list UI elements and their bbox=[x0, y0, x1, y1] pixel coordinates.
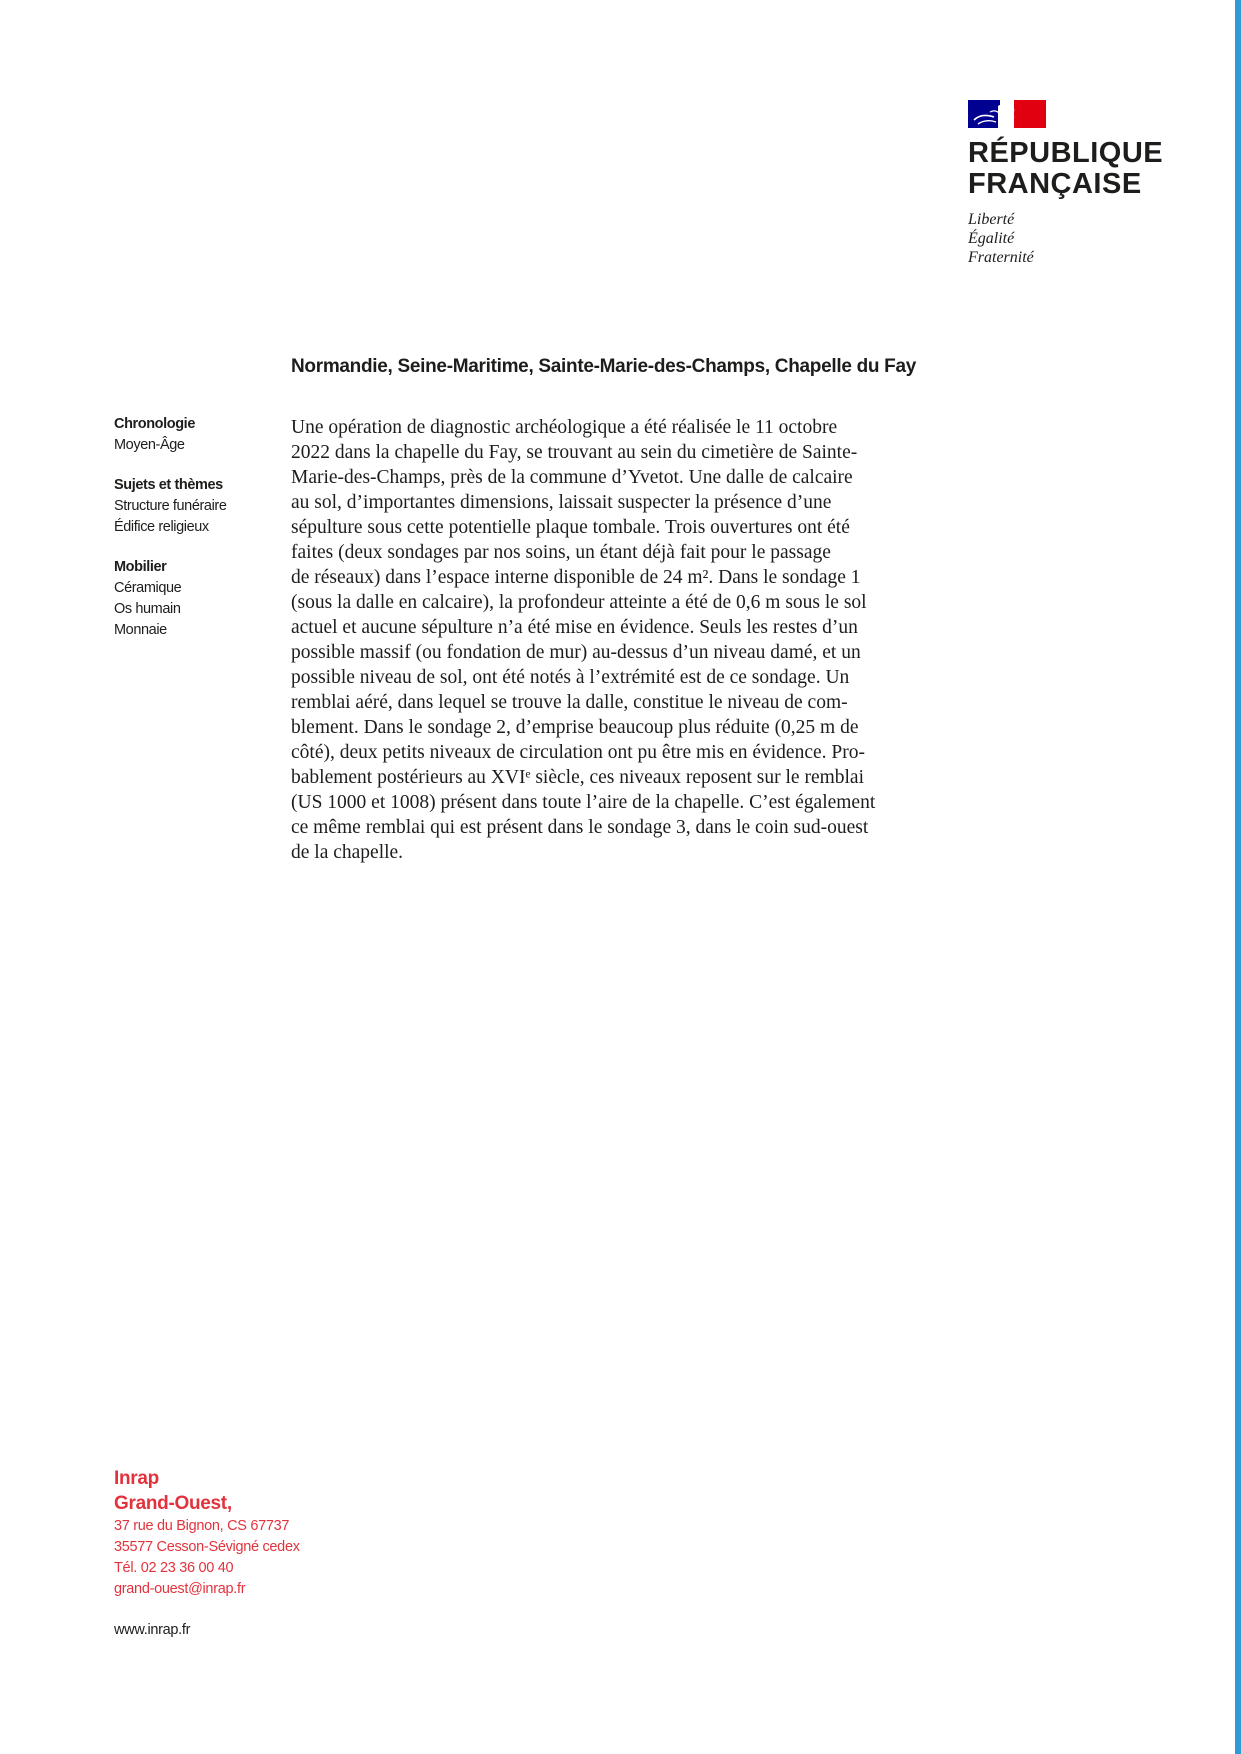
metadata-heading: Mobilier bbox=[114, 559, 167, 575]
body-line: (sous la dalle en calcaire), la profondeur atteinte a été de 0,6 m sous le sol bbox=[291, 592, 867, 613]
org-name: Inrap bbox=[114, 1468, 159, 1489]
website-link[interactable]: www.inrap.fr bbox=[114, 1622, 191, 1638]
republique-francaise-logo bbox=[968, 100, 1168, 267]
metadata-item: Os humain bbox=[114, 601, 181, 617]
metadata-item: Monnaie bbox=[114, 622, 167, 638]
org-region: Grand-Ouest, bbox=[114, 1493, 232, 1514]
body-line: 2022 dans la chapelle du Fay, se trouvant au sein du cimetière de Sainte- bbox=[291, 442, 858, 463]
wordmark-line-2: FRANÇAISE bbox=[968, 168, 1142, 200]
body-line: au sol, d’importantes dimensions, laissait suspecter la présence d’une bbox=[291, 492, 832, 513]
metadata-group-sujets bbox=[114, 475, 274, 538]
body-paragraph bbox=[291, 415, 931, 865]
address-line: 37 rue du Bignon, CS 67737 bbox=[114, 1518, 290, 1534]
metadata-item: Céramique bbox=[114, 580, 182, 596]
page-edge-accent-bar bbox=[1235, 0, 1241, 1754]
republique-francaise-wordmark bbox=[968, 138, 1168, 200]
body-line: de réseaux) dans l’espace interne disponible de 24 m². Dans le sondage 1 bbox=[291, 567, 861, 588]
metadata-heading: Sujets et thèmes bbox=[114, 477, 223, 493]
body-line: faites (deux sondages par nos soins, un étant déjà fait pour le passage bbox=[291, 542, 831, 563]
motto-liberte: Liberté bbox=[968, 211, 1015, 228]
republic-motto bbox=[968, 210, 1168, 267]
metadata-group-chronologie bbox=[114, 414, 274, 456]
body-line: (US 1000 et 1008) présent dans toute l’aire de la chapelle. C’est également bbox=[291, 792, 876, 813]
body-line: Marie-des-Champs, près de la commune d’Yvetot. Une dalle de calcaire bbox=[291, 467, 853, 488]
metadata-group-mobilier bbox=[114, 557, 274, 641]
body-line: actuel et aucune sépulture n’a été mise en évidence. Seuls les restes d’un bbox=[291, 617, 858, 638]
body-line: possible massif (ou fondation de mur) au-dessus d’un niveau damé, et un bbox=[291, 642, 861, 663]
wordmark-line-1: RÉPUBLIQUE bbox=[968, 137, 1164, 169]
address-line: 35577 Cesson-Sévigné cedex bbox=[114, 1539, 300, 1555]
email-link[interactable]: grand-ouest@inrap.fr bbox=[114, 1581, 246, 1597]
body-line: blement. Dans le sondage 2, d’emprise beaucoup plus réduite (0,25 m de bbox=[291, 717, 859, 738]
metadata-heading: Chronologie bbox=[114, 416, 195, 432]
marianne-flag-icon bbox=[968, 100, 1046, 128]
body-line: Une opération de diagnostic archéologique a été réalisée le 11 octobre bbox=[291, 417, 838, 438]
body-line: ce même remblai qui est présent dans le sondage 3, dans le coin sud-ouest bbox=[291, 817, 869, 838]
metadata-item: Structure funéraire bbox=[114, 498, 227, 514]
body-line: sépulture sous cette potentielle plaque tombale. Trois ouvertures ont été bbox=[291, 517, 850, 538]
body-line: possible niveau de sol, ont été notés à l’extrémité est de ce sondage. Un bbox=[291, 667, 850, 688]
motto-egalite: Égalité bbox=[968, 230, 1015, 247]
metadata-sidebar bbox=[114, 414, 274, 660]
body-line: de la chapelle. bbox=[291, 842, 404, 863]
body-line: remblai aéré, dans lequel se trouve la dalle, constitue le niveau de com- bbox=[291, 692, 848, 713]
contact-block bbox=[114, 1466, 454, 1600]
page-title: Normandie, Seine-Maritime, Sainte-Marie-des-Champs, Chapelle du Fay bbox=[291, 356, 917, 377]
metadata-item: Moyen-Âge bbox=[114, 437, 185, 453]
phone-number: Tél. 02 23 36 00 40 bbox=[114, 1560, 234, 1576]
metadata-item: Édifice religieux bbox=[114, 519, 209, 535]
motto-fraternite: Fraternité bbox=[968, 249, 1034, 266]
body-line: côté), deux petits niveaux de circulation ont pu être mis en évidence. Pro- bbox=[291, 742, 865, 763]
body-line: bablement postérieurs au XVIᵉ siècle, ces niveaux reposent sur le remblai bbox=[291, 767, 865, 788]
